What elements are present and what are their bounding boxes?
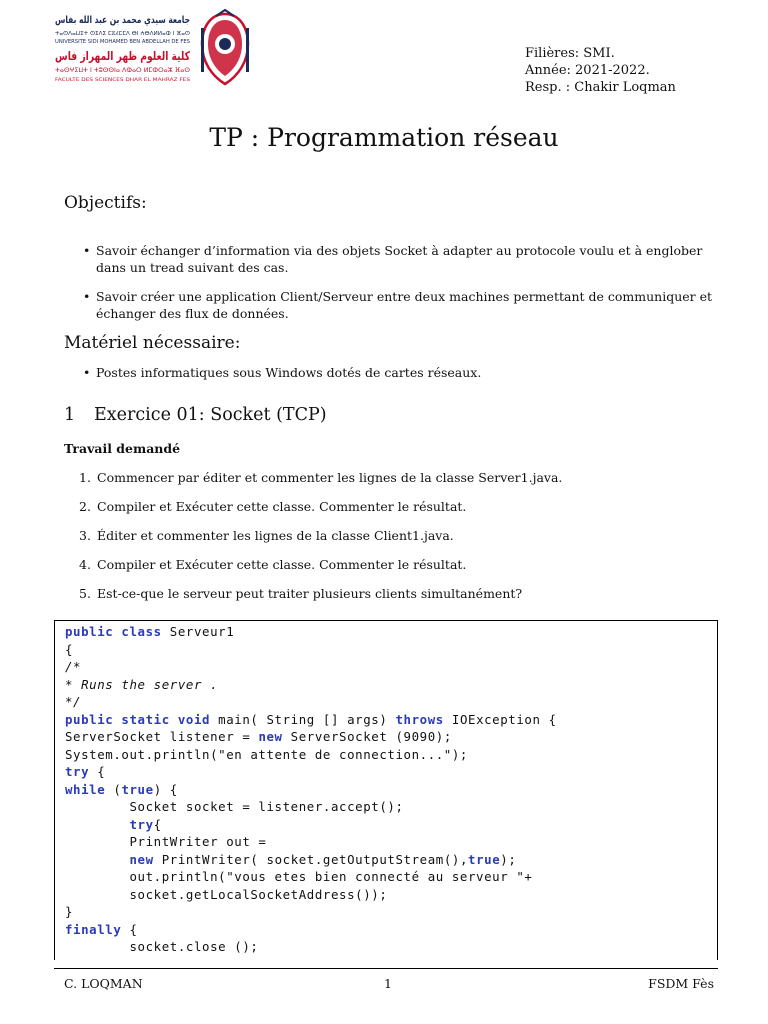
- code-line: [65, 624, 234, 639]
- code-token: {: [89, 764, 106, 779]
- code-token: PrintWriter out =: [65, 834, 267, 849]
- logo-line-arabic-university: جامعة سيدي محمد بن عبد الله بفاس: [55, 15, 190, 26]
- objectifs-heading: Objectifs:: [64, 193, 147, 213]
- code-token: }: [65, 904, 74, 919]
- code-token: out.println("vous etes bien connecté au serveur "+: [65, 869, 533, 884]
- task-item: [64, 585, 562, 614]
- code-token: PrintWriter( socket.getOutputStream(),: [153, 851, 469, 867]
- task-text: Compiler et Exécuter cette classe. Commenter le résultat.: [97, 557, 467, 572]
- task-item: [64, 527, 562, 556]
- task-number: 1.: [79, 470, 91, 485]
- document-title: TP : Programmation réseau: [209, 123, 559, 152]
- meta-resp: Resp. : Chakir Loqman: [525, 80, 676, 95]
- code-line: [65, 694, 81, 709]
- footer-page-number: 1: [384, 976, 392, 991]
- task-item: [64, 469, 562, 498]
- task-list: [64, 469, 562, 614]
- section-heading: [64, 404, 327, 426]
- code-comment: * Runs the server .: [65, 676, 219, 692]
- logo-line-french-university: UNIVERSITE SIDI MOHAMED BEN ABDELLAH DE FES: [55, 40, 180, 45]
- code-keyword: try: [129, 816, 154, 832]
- code-line: [65, 834, 267, 849]
- code-token: {: [121, 921, 138, 937]
- materiel-heading: Matériel nécessaire:: [64, 333, 241, 353]
- code-line: [65, 852, 516, 867]
- footer-institution: FSDM Fès: [648, 976, 714, 991]
- code-comment: */: [65, 694, 82, 709]
- code-line: [65, 817, 162, 832]
- code-line: [65, 939, 258, 954]
- task-number: 2.: [79, 499, 91, 514]
- code-comment: /*: [65, 659, 82, 674]
- task-number: 3.: [79, 528, 91, 543]
- meta-annee: Année: 2021-2022.: [525, 63, 650, 78]
- task-text: Commencer par éditer et commenter les lignes de la classe Server1.java.: [97, 470, 563, 485]
- code-block: [55, 621, 717, 956]
- footer-author: C. LOQMAN: [64, 976, 143, 991]
- code-line: [65, 659, 81, 674]
- code-keyword: public static void: [65, 711, 211, 727]
- task-item: [64, 498, 562, 527]
- objectif-item: • Savoir échanger d’information via des objets Socket à adapter au protocole voulu et à englober dans un tread suivant des cas.: [64, 242, 724, 276]
- task-number: 4.: [79, 557, 91, 572]
- code-line: [65, 782, 178, 797]
- code-line: [65, 729, 452, 744]
- objectifs-list: [64, 242, 724, 322]
- code-token: [65, 852, 129, 867]
- code-token: System.out.println("en attente de connection...");: [65, 746, 468, 762]
- code-keyword: finally: [65, 921, 122, 937]
- code-keyword: new: [258, 729, 283, 744]
- section-title: Exercice 01: Socket (TCP): [94, 405, 327, 425]
- code-keyword: public class: [65, 624, 162, 639]
- code-token: [65, 817, 129, 832]
- university-logo: [52, 10, 252, 88]
- code-token: socket.close ();: [65, 939, 259, 954]
- logo-line-french-faculty: FACULTE DES SCIENCES DHAR EL MAHRAZ FES: [55, 78, 163, 83]
- code-token: {: [153, 816, 162, 832]
- code-token: IOException {: [443, 711, 557, 727]
- code-line: [65, 799, 404, 814]
- code-token: ) {: [153, 781, 178, 797]
- code-token: Socket socket = listener.accept();: [65, 799, 404, 814]
- task-number: 5.: [79, 586, 91, 601]
- code-line: [65, 887, 387, 902]
- task-text: Est-ce-que le serveur peut traiter plusieurs clients simultanément?: [97, 586, 523, 601]
- travail-demande-heading: Travail demandé: [64, 441, 181, 456]
- code-line: [65, 642, 73, 657]
- task-text: Compiler et Exécuter cette classe. Commenter le résultat.: [97, 499, 467, 514]
- code-token: socket.getLocalSocketAddress());: [65, 886, 388, 902]
- task-item: [64, 556, 562, 585]
- task-text: Éditer et commenter les lignes de la classe Client1.java.: [97, 528, 454, 543]
- section-number: 1: [64, 405, 76, 425]
- logo-line-tifinagh-university: ⵜⴰⵙⴷⴰⵡⵉⵜ ⵙⵉⴷⵉ ⵎⵓⵃⵎⵎⴷ ⴱⵏ ⵄⴱⴷⵍⵍⴰⵀ ⵏ ⴼⴰⵙ: [55, 31, 191, 37]
- university-seal-icon: [198, 10, 252, 88]
- materiel-list: [64, 364, 724, 381]
- code-keyword: while: [65, 781, 106, 797]
- code-line: [65, 677, 218, 692]
- logo-line-tifinagh-faculty: ⵜⴰⵙⵖⵉⵡⵜ ⵏ ⵜⵓⵙⵙⵏⴰ ⴷⵀⴰⵔ ⵍⵎⵀⵔⴰⵣ ⴼⴰⵙ: [55, 66, 191, 74]
- meta-filieres: Filières: SMI.: [525, 46, 615, 61]
- code-token: ServerSocket (9090);: [282, 729, 452, 744]
- code-line: [65, 869, 532, 884]
- course-meta: [525, 45, 676, 96]
- materiel-item: • Postes informatiques sous Windows dotés de cartes réseaux.: [64, 364, 724, 381]
- code-token: main( String [] args): [210, 711, 396, 727]
- code-line: [65, 747, 468, 762]
- code-line: [65, 904, 73, 919]
- code-token: ServerSocket listener =: [65, 729, 259, 744]
- code-line: [65, 764, 105, 779]
- objectif-item: • Savoir créer une application Client/Serveur entre deux machines permettant de communiquer et échanger des flux de données.: [64, 288, 724, 322]
- code-token: (: [105, 781, 122, 797]
- code-token: {: [65, 641, 74, 657]
- code-token: Serveur1: [161, 624, 235, 639]
- footer-rule: [54, 968, 718, 969]
- code-token: );: [500, 851, 517, 867]
- code-line: [65, 712, 557, 727]
- code-keyword: true: [468, 851, 501, 867]
- logo-text: [52, 10, 232, 88]
- code-keyword: throws: [395, 711, 444, 727]
- code-listing: [54, 620, 718, 960]
- code-line: [65, 922, 138, 937]
- logo-line-arabic-faculty: كلية العلوم ظهر المهراز فاس: [55, 49, 232, 63]
- code-keyword: true: [121, 781, 154, 797]
- code-keyword: try: [65, 764, 90, 779]
- code-keyword: new: [129, 851, 154, 867]
